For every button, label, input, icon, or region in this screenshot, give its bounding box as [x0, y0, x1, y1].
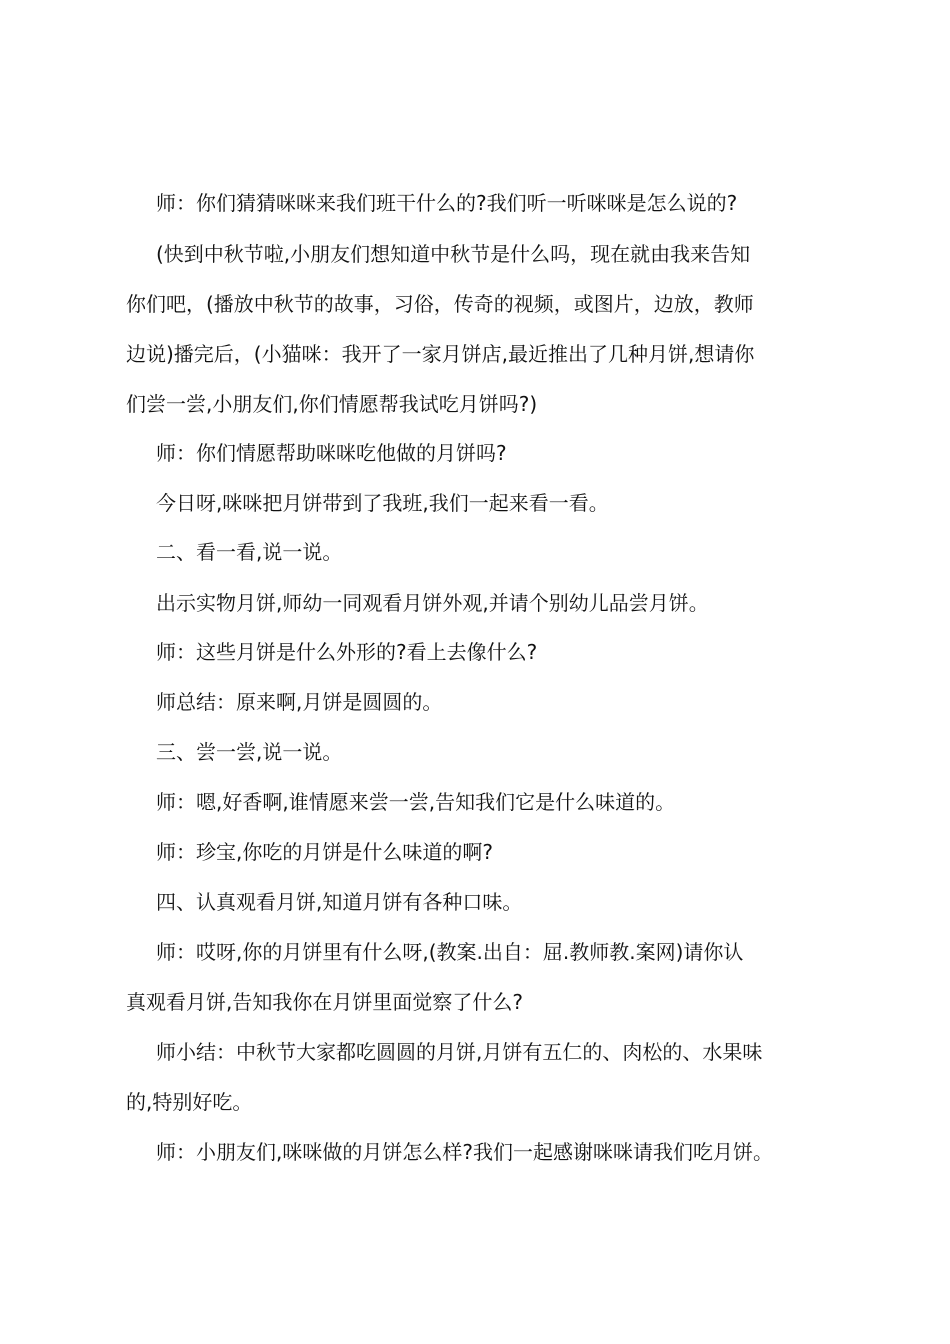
paragraph-15: [126, 1127, 856, 1177]
paragraph-11: [126, 827, 856, 877]
text-line: 的,特别好吃。: [126, 1090, 253, 1114]
text-line: 二、看一看,说一说。: [156, 540, 343, 564]
text-line: 师：哎呀,你的月饼里有什么呀,(教案.出自：屈.教师教.案网)请你认: [156, 940, 744, 964]
text-line: 师：你们情愿帮助咪咪吃他做的月饼吗?: [156, 441, 507, 465]
paragraph-13: [126, 927, 856, 1027]
paragraph-7: [126, 627, 856, 677]
text-line: 师：你们猜猜咪咪来我们班干什么的?我们听一听咪咪是怎么说的?: [156, 191, 738, 215]
text-line: 师小结：中秋节大家都吃圆圆的月饼,月饼有五仁的、肉松的、水果味: [156, 1040, 763, 1064]
paragraph-10: [126, 777, 856, 827]
section-heading-3: [126, 727, 856, 777]
paragraph-2: [126, 229, 856, 429]
text-line: 边说)播完后，(小猫咪：我开了一家月饼店,最近推出了几种月饼,想请你: [126, 342, 755, 366]
paragraph-4: [126, 478, 856, 528]
text-line: 们尝一尝,小朋友们,你们情愿帮我试吃月饼吗?): [126, 392, 538, 416]
paragraph-1: [126, 178, 856, 228]
paragraph-6: [126, 578, 856, 628]
text-line: 出示实物月饼,师幼一同观看月饼外观,并请个别幼儿品尝月饼。: [156, 591, 709, 615]
section-heading-4: [126, 877, 856, 927]
text-line: 师：珍宝,你吃的月饼是什么味道的啊?: [156, 840, 493, 864]
text-line: 师：这些月饼是什么外形的?看上去像什么?: [156, 640, 538, 664]
text-line: 师总结：原来啊,月饼是圆圆的。: [156, 690, 443, 714]
paragraph-14: [126, 1027, 856, 1127]
paragraph-8: [126, 677, 856, 727]
text-line: 今日呀,咪咪把月饼带到了我班,我们一起来看一看。: [156, 491, 609, 515]
section-heading-2: [126, 527, 856, 577]
text-line: 四、认真观看月饼,知道月饼有各种口味。: [156, 890, 523, 914]
paragraph-3: [126, 428, 856, 478]
text-line: 真观看月饼,告知我你在月饼里面觉察了什么?: [126, 990, 523, 1014]
text-line: 三、尝一尝,说一说。: [156, 740, 343, 764]
text-line: (快到中秋节啦,小朋友们想知道中秋节是什么吗，现在就由我来告知: [156, 242, 751, 266]
text-line: 你们吧，(播放中秋节的故事，习俗，传奇的视频，或图片，边放，教师: [126, 292, 754, 316]
text-line: 师：小朋友们,咪咪做的月饼怎么样?我们一起感谢咪咪请我们吃月饼。: [156, 1140, 773, 1164]
text-line: 师：嗯,好香啊,谁情愿来尝一尝,告知我们它是什么味道的。: [156, 790, 676, 814]
